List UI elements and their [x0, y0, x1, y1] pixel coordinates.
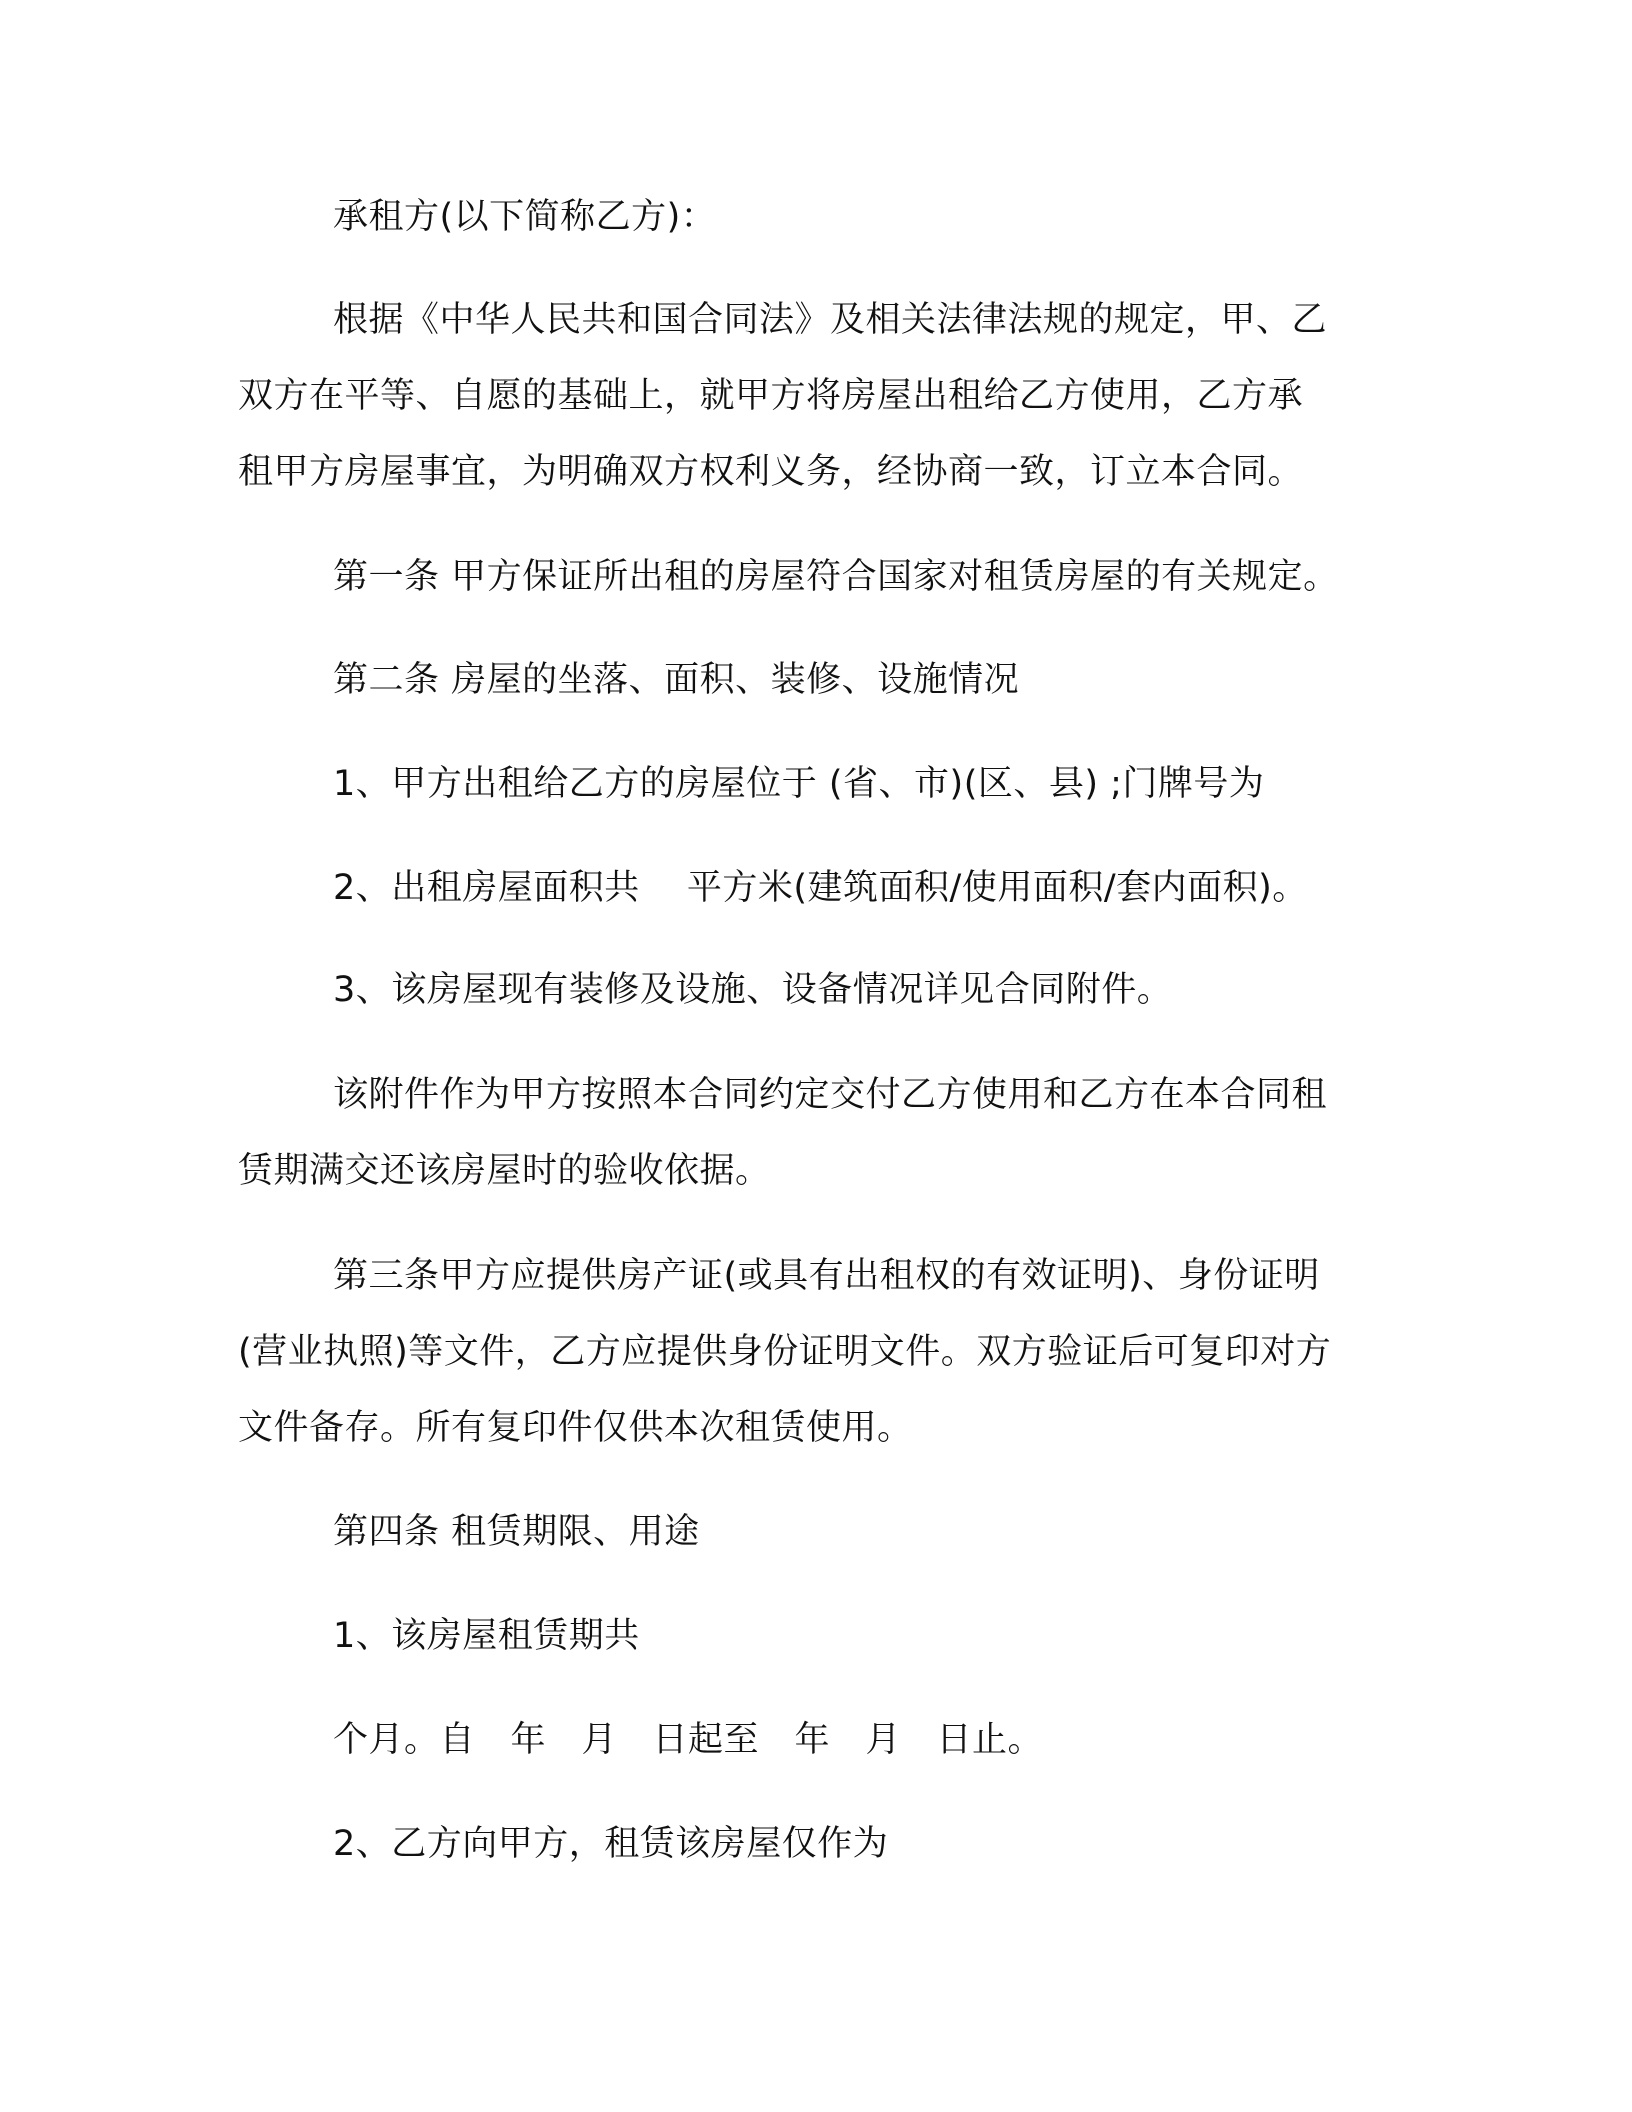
article-2-item-2: 2、出租房屋面积共 平方米(建筑面积/使用面积/套内面积)。: [333, 868, 1308, 908]
article-2-heading: 第二条 房屋的坐落、面积、装修、设施情况: [333, 660, 1020, 700]
article-2-item-3: 3、该房屋现有装修及设施、设备情况详见合同附件。: [333, 970, 1173, 1010]
article-1: 第一条 甲方保证所出租的房屋符合国家对租赁房屋的有关规定。: [333, 557, 1339, 597]
article-3-line-3: 文件备存。所有复印件仅供本次租赁使用。: [238, 1408, 913, 1448]
article-3-line-2: (营业执照)等文件，乙方应提供身份证明文件。双方验证后可复印对方: [238, 1332, 1332, 1372]
article-2-item-1: 1、甲方出租给乙方的房屋位于 (省、市)(区、县) ;门牌号为: [333, 764, 1265, 804]
lease-term-dates: 个月。自 年 月 日起至 年 月 日止。: [333, 1720, 1044, 1760]
lessee-line: 承租方(以下简称乙方)：: [333, 197, 717, 237]
preamble-line-3: 租甲方房屋事宜，为明确双方权利义务，经协商一致，订立本合同。: [238, 452, 1304, 492]
attachment-line-2: 赁期满交还该房屋时的验收依据。: [238, 1151, 771, 1191]
article-4-item-1: 1、该房屋租赁期共: [333, 1616, 640, 1656]
attachment-line-1: 该附件作为甲方按照本合同约定交付乙方使用和乙方在本合同租: [333, 1075, 1328, 1115]
article-4-item-2: 2、乙方向甲方，租赁该房屋仅作为: [333, 1824, 889, 1864]
preamble-line-2: 双方在平等、自愿的基础上，就甲方将房屋出租给乙方使用，乙方承: [238, 376, 1304, 416]
article-4-heading: 第四条 租赁期限、用途: [333, 1512, 700, 1552]
preamble-line-1: 根据《中华人民共和国合同法》及相关法律法规的规定，甲、乙: [333, 300, 1328, 340]
article-3-line-1: 第三条甲方应提供房产证(或具有出租权的有效证明)、身份证明: [333, 1256, 1320, 1296]
